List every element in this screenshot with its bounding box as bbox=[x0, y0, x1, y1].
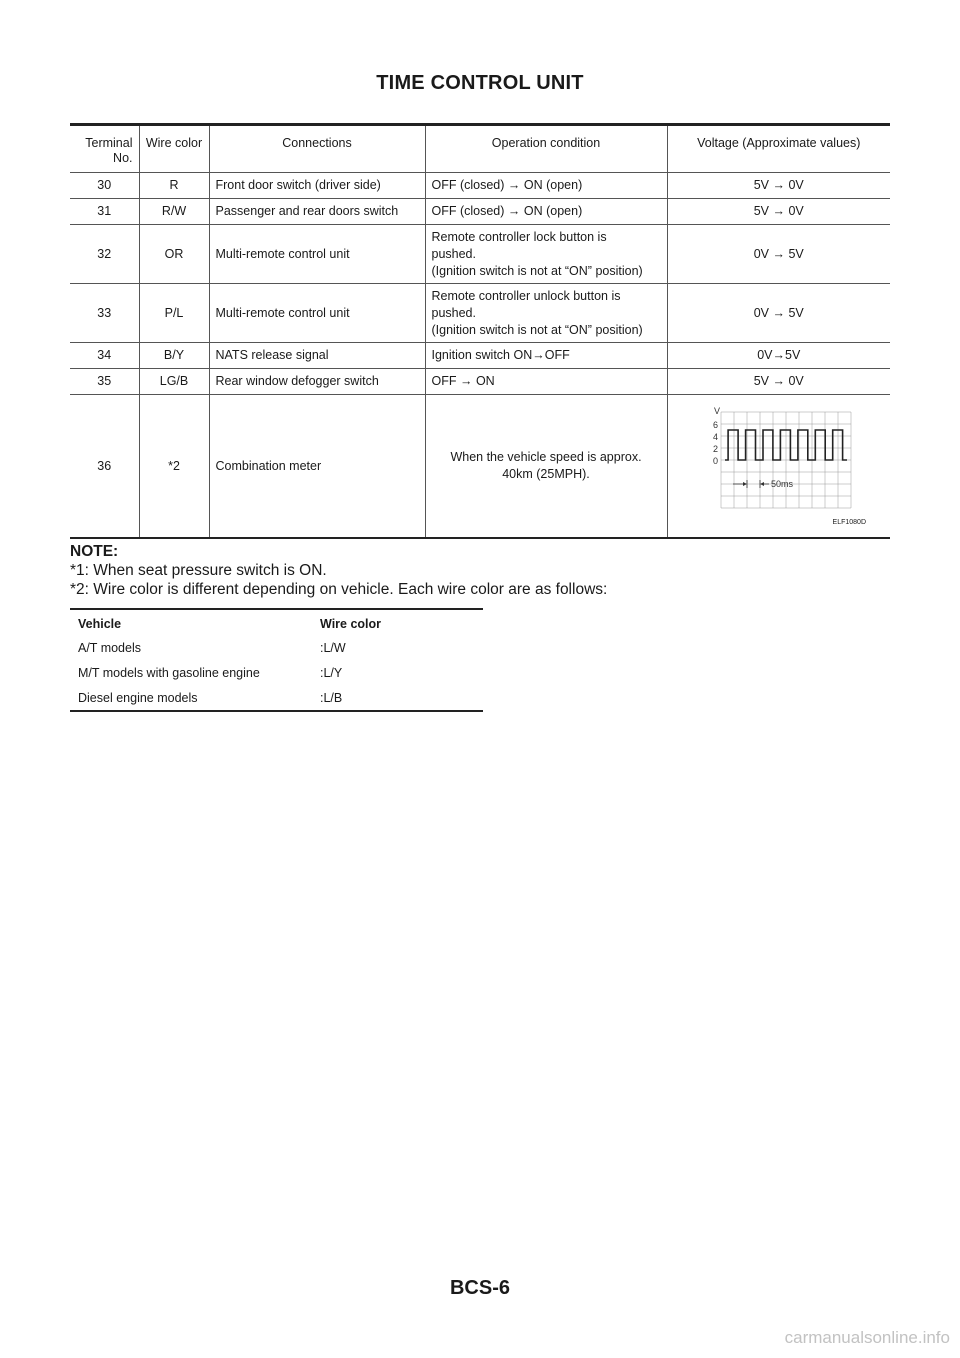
table-row bbox=[70, 173, 890, 199]
wire-color: :L/W bbox=[320, 640, 346, 655]
operation-condition: OFF (closed) → ON (open) bbox=[425, 173, 667, 199]
terminal-no: 31 bbox=[70, 199, 139, 225]
wire-color: R bbox=[139, 173, 209, 199]
waveform-period-label: 50ms bbox=[770, 478, 793, 489]
terminal-no: 30 bbox=[70, 173, 139, 199]
page-title: TIME CONTROL UNIT bbox=[376, 72, 584, 94]
terminal-no: 32 bbox=[70, 225, 139, 284]
wire-color: P/L bbox=[139, 284, 209, 343]
notes bbox=[70, 542, 607, 599]
terminal-no: 35 bbox=[70, 369, 139, 395]
header-wire-color: Wire color bbox=[139, 125, 209, 173]
voltage-value: 0V → 5V bbox=[667, 284, 890, 343]
header-voltage: Voltage (Approximate values) bbox=[667, 125, 890, 173]
table-header-row bbox=[70, 125, 890, 173]
connection: Rear window defogger switch bbox=[209, 369, 425, 395]
waveform-figure bbox=[699, 402, 859, 514]
operation-line: (Ignition switch is not at “ON” position) bbox=[431, 263, 643, 278]
connection: Front door switch (driver side) bbox=[209, 173, 425, 199]
voltage-value: 0V→5V bbox=[667, 343, 890, 369]
connection: Multi-remote control unit bbox=[209, 284, 425, 343]
terminal-table bbox=[70, 123, 890, 539]
waveform-y-tick: 6 bbox=[712, 419, 718, 430]
connection: Passenger and rear doors switch bbox=[209, 199, 425, 225]
operation-condition bbox=[425, 225, 667, 284]
terminal-no: 33 bbox=[70, 284, 139, 343]
page-number: BCS-6 bbox=[449, 1277, 510, 1299]
header-wire-color: Wire color bbox=[320, 617, 382, 631]
note-line: *2: Wire color is different depending on vehicle. Each wire color are as follows: bbox=[70, 581, 608, 598]
header-vehicle: Vehicle bbox=[78, 617, 122, 631]
voltage-value: 5V → 0V bbox=[667, 173, 890, 199]
table-row bbox=[70, 343, 890, 369]
wire-color: OR bbox=[139, 225, 209, 284]
table-row bbox=[70, 635, 483, 660]
operation-condition bbox=[425, 395, 667, 539]
watermark: carmanualsonline.info bbox=[784, 1328, 950, 1347]
connection: Multi-remote control unit bbox=[209, 225, 425, 284]
operation-condition bbox=[425, 284, 667, 343]
header-operation-condition: Operation condition bbox=[425, 125, 667, 173]
terminal-no: 36 bbox=[70, 395, 139, 539]
waveform-axis-unit: V bbox=[713, 405, 720, 416]
terminal-no: 34 bbox=[70, 343, 139, 369]
operation-condition: OFF (closed) → ON (open) bbox=[425, 199, 667, 225]
table-row bbox=[70, 660, 483, 685]
operation-condition: OFF → ON bbox=[425, 369, 667, 395]
operation-line: When the vehicle speed is approx. bbox=[450, 450, 642, 464]
voltage-value: 5V → 0V bbox=[667, 199, 890, 225]
wire-table-header bbox=[70, 609, 483, 635]
operation-line: (Ignition switch is not at “ON” position) bbox=[431, 322, 643, 337]
header-terminal: Terminal No. bbox=[70, 125, 139, 173]
waveform-cell bbox=[667, 395, 890, 539]
table-row bbox=[70, 199, 890, 225]
operation-line: Remote controller lock button is bbox=[431, 229, 607, 244]
operation-line: 40km (25MPH). bbox=[502, 467, 590, 481]
wire-color-table bbox=[70, 608, 483, 712]
table-row bbox=[70, 284, 890, 343]
waveform-y-tick: 0 bbox=[712, 455, 718, 466]
wire-color: :L/B bbox=[320, 690, 343, 705]
vehicle-type: Diesel engine models bbox=[78, 690, 198, 705]
wire-color: *2 bbox=[139, 395, 209, 539]
connection: NATS release signal bbox=[209, 343, 425, 369]
table-row bbox=[70, 369, 890, 395]
wire-color: R/W bbox=[139, 199, 209, 225]
table-row bbox=[70, 685, 483, 711]
wire-color: :L/Y bbox=[320, 665, 343, 680]
operation-line: pushed. bbox=[431, 246, 476, 261]
table-row bbox=[70, 225, 890, 284]
note-title: NOTE: bbox=[70, 543, 119, 560]
note-line: *1: When seat pressure switch is ON. bbox=[70, 562, 327, 579]
voltage-value: 0V → 5V bbox=[667, 225, 890, 284]
figure-code: ELF1080D bbox=[832, 518, 866, 526]
connection: Combination meter bbox=[209, 395, 425, 539]
operation-condition: Ignition switch ON→OFF bbox=[425, 343, 667, 369]
vehicle-type: A/T models bbox=[78, 640, 141, 655]
table-row bbox=[70, 395, 890, 539]
waveform-y-tick: 2 bbox=[712, 443, 718, 454]
operation-line: pushed. bbox=[431, 305, 476, 320]
operation-line: Remote controller unlock button is bbox=[431, 288, 621, 303]
voltage-value: 5V → 0V bbox=[667, 369, 890, 395]
vehicle-type: M/T models with gasoline engine bbox=[78, 665, 260, 680]
wire-color: LG/B bbox=[139, 369, 209, 395]
waveform-y-tick: 4 bbox=[712, 431, 718, 442]
header-connections: Connections bbox=[209, 125, 425, 173]
wire-color: B/Y bbox=[139, 343, 209, 369]
